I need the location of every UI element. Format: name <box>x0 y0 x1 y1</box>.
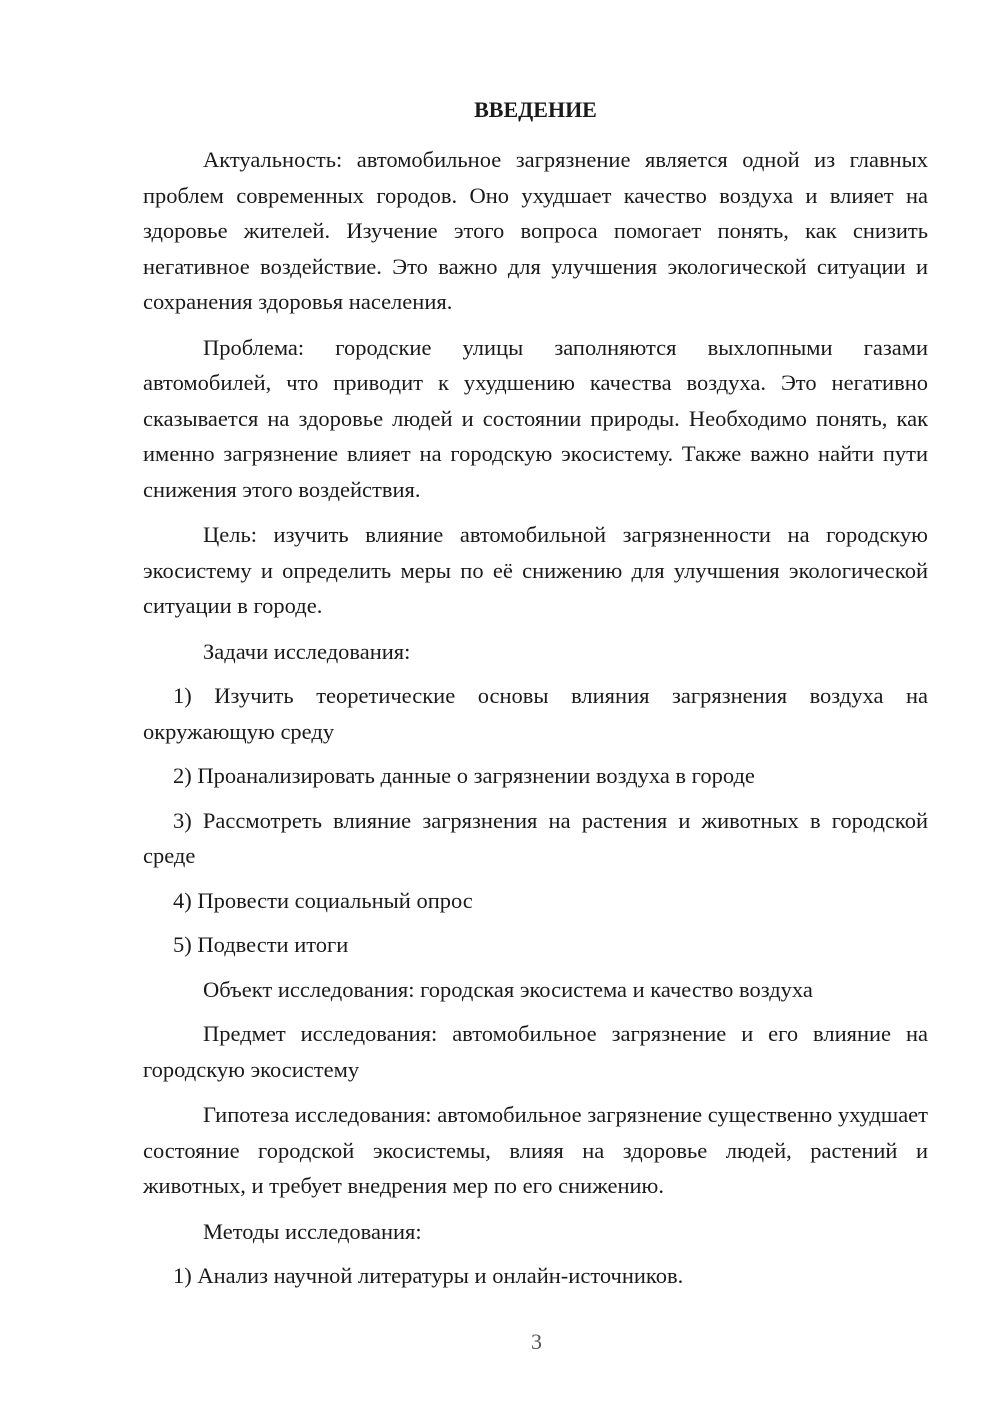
task-item-5: 5) Подвести итоги <box>173 932 349 957</box>
task-item-3: 3) Рассмотреть влияние загрязнения на растения и животных в городской среде <box>143 807 928 868</box>
task-item-4: 4) Провести социальный опрос <box>173 887 473 913</box>
paragraph-relevance: Актуальность: автомобильное загрязнение является одной из главных проблем современных городов. Оно ухудшает качество воздуха и влияет на здоровье жителей. Изучение этого вопроса помогает понять, как снизить негативное воздействие. Это важно для улучшения экологической ситуации и сохранения здоровья населения. <box>143 147 928 314</box>
tasks-heading: Задачи исследования: <box>203 638 411 664</box>
paragraph-subject: Предмет исследования: автомобильное загрязнение и его влияние на городскую экосистему <box>143 1021 928 1082</box>
paragraph-goal: Цель: изучить влияние автомобильной загрязненности на городскую экосистему и определить меры по её снижению для улучшения экологической ситуации в городе. <box>143 522 928 618</box>
section-title: ВВЕДЕНИЕ <box>474 97 597 122</box>
paragraph-problem: Проблема: городские улицы заполняются выхлопными газами автомобилей, что приводит к ухудшению качества воздуха. Это негативно сказывается на здоровье людей и состоянии природы. Необходимо понять, как именно загрязнение влияет на городскую экосистему. Также важно найти пути снижения этого воздействия. <box>143 334 928 502</box>
methods-heading: Методы исследования: <box>203 1218 422 1244</box>
body-text <box>143 142 928 1294</box>
task-item-2: 2) Проанализировать данные о загрязнении воздуха в городе <box>173 763 755 788</box>
method-item-1: 1) Анализ научной литературы и онлайн-источников. <box>173 1263 684 1288</box>
paragraph-object: Объект исследования: городская экосистема и качество воздуха <box>203 976 813 1002</box>
task-item-1: 1) Изучить теоретические основы влияния загрязнения воздуха на окружающую среду <box>143 683 928 744</box>
paragraph-hypothesis: Гипотеза исследования: автомобильное загрязнение существенно ухудшает состояние городской экосистемы, влияя на здоровье людей, растений и животных, и требует внедрения мер по его снижению. <box>143 1102 928 1198</box>
page-number: 3 <box>531 1329 542 1354</box>
